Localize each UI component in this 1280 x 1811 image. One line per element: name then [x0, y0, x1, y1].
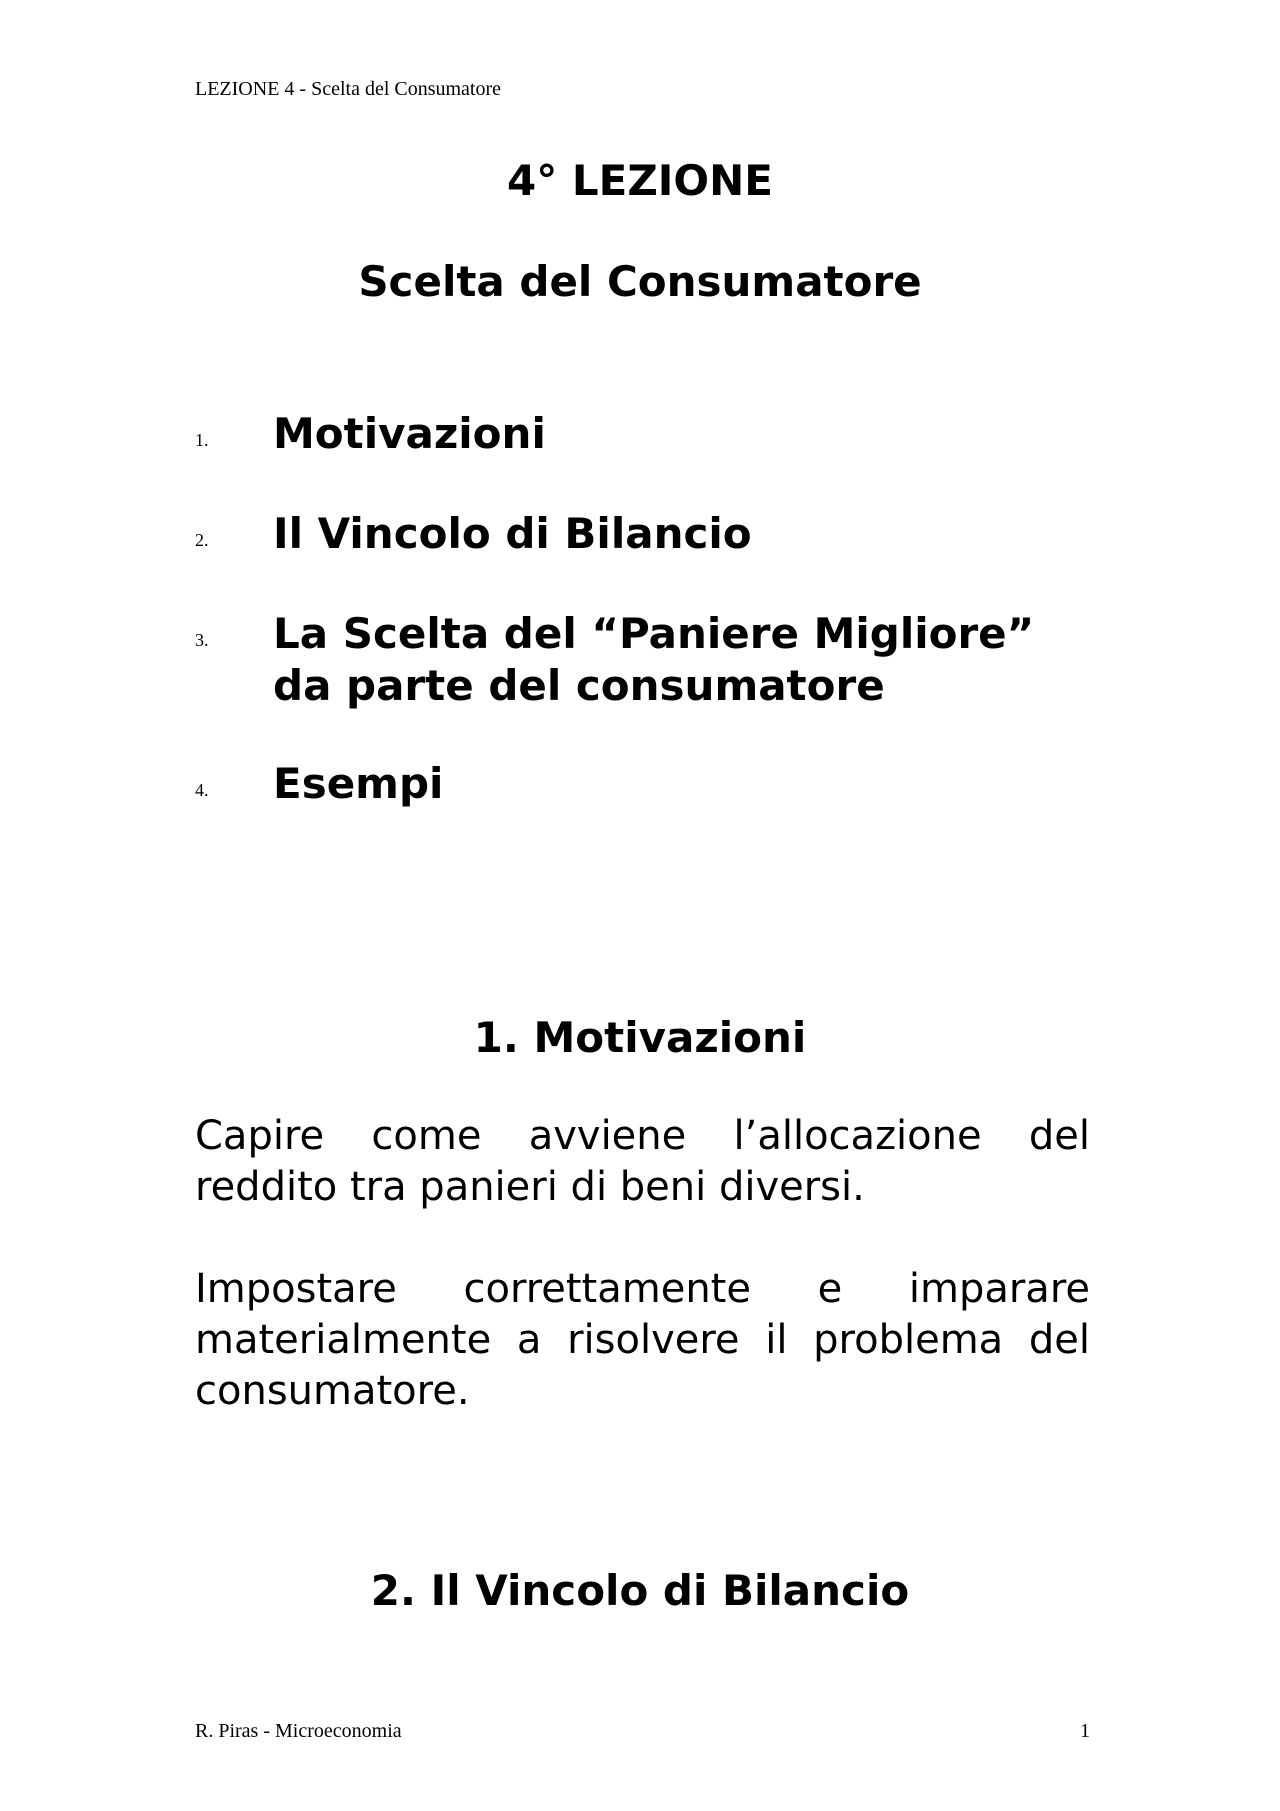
toc-item-label: Esempi	[273, 759, 444, 808]
toc-item-label: La Scelta del “Paniere Migliore” da parte del consumatore	[273, 609, 1035, 710]
toc-item-number: 1.	[195, 430, 209, 450]
paragraph: Impostare correttamente e imparare materialmente a risolvere il problema del consumatore.	[195, 1266, 1090, 1414]
running-header: LEZIONE 4 - Scelta del Consumatore	[195, 78, 502, 100]
lesson-subtitle: Scelta del Consumatore	[358, 257, 922, 306]
toc-item-number: 3.	[195, 630, 209, 650]
section-heading-vincolo: 2. Il Vincolo di Bilancio	[370, 1566, 910, 1615]
toc-item-number: 4.	[195, 780, 209, 800]
toc-item-label: Il Vincolo di Bilancio	[273, 509, 752, 558]
page-number: 1	[1080, 1720, 1090, 1742]
toc-item-label: Motivazioni	[273, 409, 546, 458]
lesson-title: 4° LEZIONE	[507, 156, 773, 205]
paragraph: Capire come avviene l’allocazione del reddito tra panieri di beni diversi.	[195, 1113, 1090, 1210]
toc-item-number: 2.	[195, 530, 209, 550]
section-heading-motivazioni: 1. Motivazioni	[473, 1013, 807, 1062]
footer-author: R. Piras - Microeconomia	[195, 1720, 402, 1742]
